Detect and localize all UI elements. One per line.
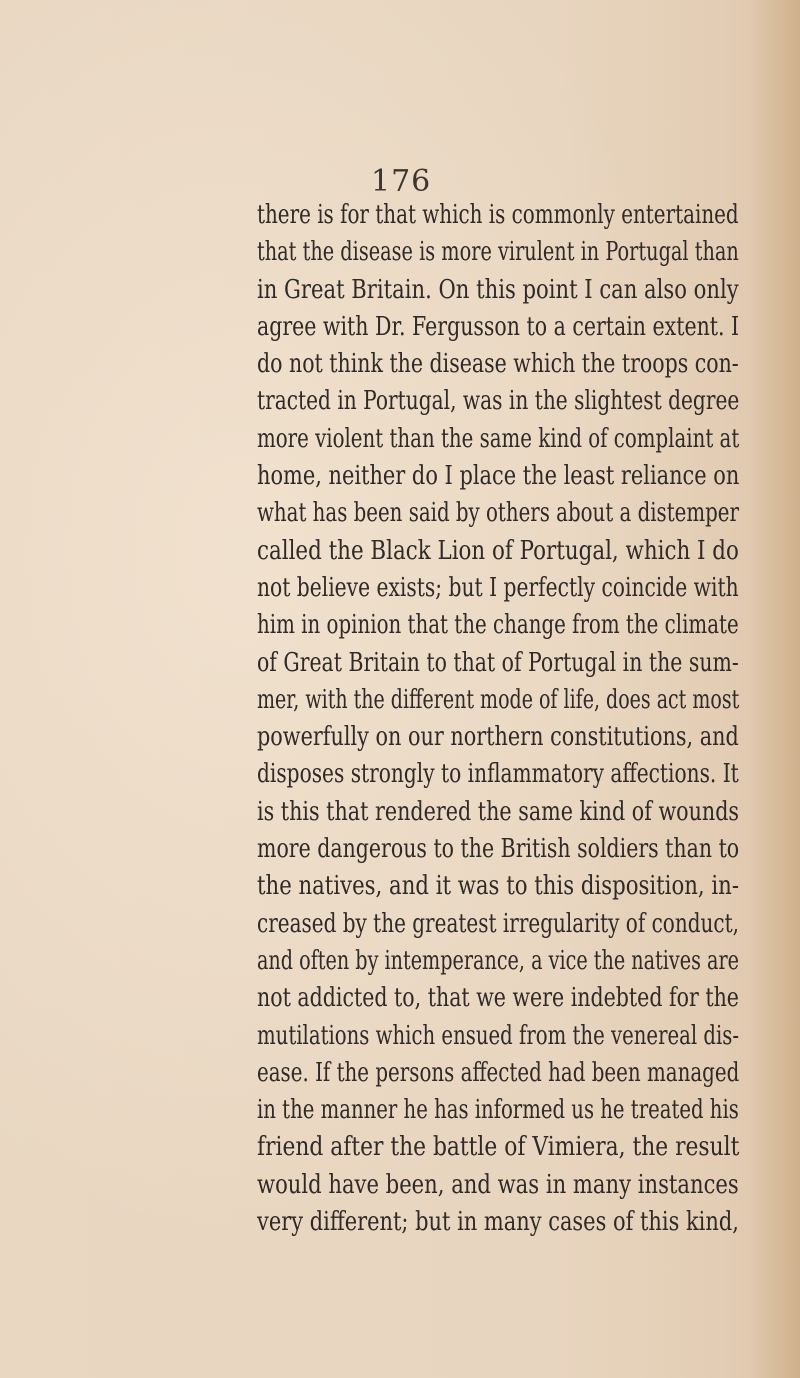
text-line: more violent than the same kind of complaint at [257,422,740,454]
text-line: agree with Dr. Fergusson to a certain extent. I [257,310,740,342]
page-edge [752,0,800,1378]
text-line: creased by the greatest irregularity of conduct, [257,907,739,939]
text-line: not believe exists; but I perfectly coincide with [257,571,739,603]
page-number: 176 [371,164,432,199]
text-line: would have been, and was in many instances [257,1168,739,1200]
text-line: mutilations which ensued from the venereal dis- [257,1019,740,1051]
text-line: not addicted to, that we were indebted for the [257,982,739,1014]
text-line: very different; but in many cases of this kind, [257,1206,739,1238]
text-line: is this that rendered the same kind of wounds [257,795,740,827]
text-line: there is for that which is commonly entertained [257,199,739,230]
text-line: friend after the battle of Vimiera, the result [257,1131,740,1163]
text-line: in the manner he has informed us he treated his [257,1094,739,1126]
text-line: home, neither do I place the least reliance on [257,460,740,492]
text-line: him in opinion that the change from the climate [257,609,739,641]
text-line: tracted in Portugal, was in the slightest degree [257,385,740,417]
text-line: the natives, and it was to this disposition, in- [257,870,740,902]
text-line: mer, with the different mode of life, does act most [257,683,740,715]
text-line: of Great Britain to that of Portugal in the sum- [257,646,739,678]
text-line: ease. If the persons affected had been managed [257,1056,740,1088]
text-line: called the Black Lion of Portugal, which I do [257,534,739,566]
text-line: in Great Britain. On this point I can also only [257,273,739,305]
text-line: that the disease is more virulent in Portugal than [257,236,739,268]
text-line: what has been said by others about a distemper [257,497,739,529]
text-line: more dangerous to the British soldiers than to [257,833,740,865]
text-line: and often by intemperance, a vice the natives are [257,944,739,976]
body-text [257,196,739,1240]
text-line: do not think the disease which the troops con- [257,348,739,380]
text-line: disposes strongly to inflammatory affections. It [257,758,739,790]
text-line: powerfully on our northern constitutions, and [257,721,739,753]
